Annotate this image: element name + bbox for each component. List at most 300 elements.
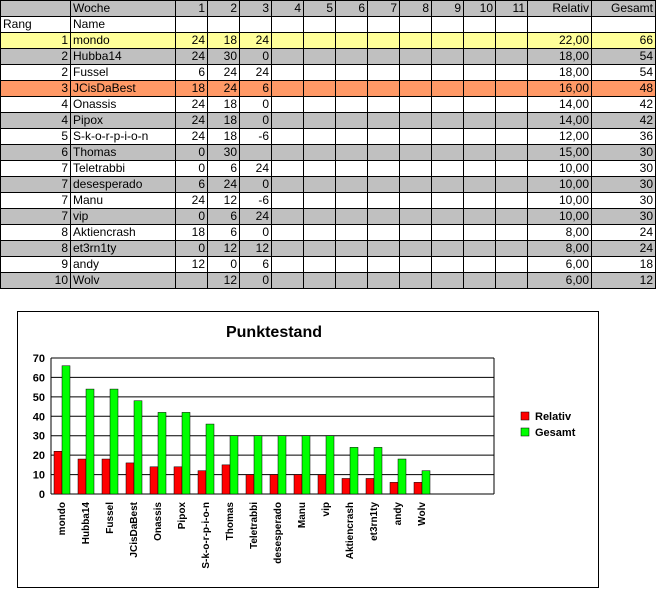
relativ-cell[interactable]: 12,00 — [528, 129, 592, 145]
column-header[interactable]: 4 — [272, 1, 304, 17]
week-cell[interactable] — [272, 241, 304, 257]
name-cell[interactable]: Onassis — [71, 97, 176, 113]
week-cell[interactable] — [272, 273, 304, 289]
week-cell[interactable] — [464, 49, 496, 65]
week-cell[interactable]: 0 — [240, 273, 272, 289]
name-cell[interactable]: Teletrabbi — [71, 161, 176, 177]
week-cell[interactable] — [304, 241, 336, 257]
table-row — [1, 193, 656, 209]
relativ-cell[interactable]: 10,00 — [528, 161, 592, 177]
name-cell[interactable]: vip — [71, 209, 176, 225]
week-cell[interactable]: 18 — [176, 81, 208, 97]
category-label: vip — [321, 502, 332, 517]
week-cell[interactable] — [304, 65, 336, 81]
week-cell[interactable] — [336, 193, 368, 209]
legend-swatch-relativ — [521, 412, 529, 420]
rank-cell[interactable]: 6 — [1, 145, 71, 161]
week-cell[interactable] — [464, 113, 496, 129]
week-cell[interactable] — [496, 225, 528, 241]
bar-gesamt — [398, 459, 406, 494]
rank-cell[interactable]: 4 — [1, 113, 71, 129]
week-cell[interactable] — [272, 33, 304, 49]
name-cell[interactable]: JCisDaBest — [71, 81, 176, 97]
week-cell[interactable]: 18 — [208, 33, 240, 49]
week-cell[interactable]: 24 — [240, 65, 272, 81]
week-cell[interactable]: 12 — [208, 193, 240, 209]
bar-gesamt — [254, 436, 262, 494]
week-cell[interactable] — [496, 113, 528, 129]
week-cell[interactable] — [272, 193, 304, 209]
week-cell[interactable] — [336, 241, 368, 257]
week-cell[interactable] — [464, 193, 496, 209]
week-cell[interactable] — [368, 241, 400, 257]
rank-cell[interactable]: 4 — [1, 97, 71, 113]
gesamt-cell[interactable]: 66 — [592, 33, 656, 49]
week-cell[interactable] — [400, 161, 432, 177]
column-header[interactable]: 11 — [496, 1, 528, 17]
empty-cell[interactable] — [208, 17, 240, 33]
column-header[interactable]: 8 — [400, 1, 432, 17]
week-cell[interactable] — [304, 257, 336, 273]
week-cell[interactable]: 12 — [208, 273, 240, 289]
category-label: Manu — [297, 502, 308, 529]
relativ-cell[interactable]: 10,00 — [528, 209, 592, 225]
relativ-cell[interactable]: 14,00 — [528, 113, 592, 129]
rank-cell[interactable]: 2 — [1, 65, 71, 81]
week-cell[interactable] — [368, 177, 400, 193]
gesamt-cell[interactable]: 24 — [592, 225, 656, 241]
empty-cell[interactable] — [272, 17, 304, 33]
week-cell[interactable] — [464, 81, 496, 97]
week-cell[interactable] — [464, 241, 496, 257]
week-cell[interactable]: 0 — [240, 49, 272, 65]
relativ-cell[interactable]: 18,00 — [528, 49, 592, 65]
empty-cell[interactable] — [304, 17, 336, 33]
gesamt-cell[interactable]: 30 — [592, 145, 656, 161]
week-cell[interactable]: 24 — [176, 49, 208, 65]
name-cell[interactable]: Hubba14 — [71, 49, 176, 65]
name-cell[interactable]: et3rn1ty — [71, 241, 176, 257]
week-cell[interactable] — [336, 97, 368, 113]
rank-cell[interactable]: 8 — [1, 241, 71, 257]
week-cell[interactable]: 24 — [240, 161, 272, 177]
week-cell[interactable] — [496, 65, 528, 81]
week-cell[interactable]: 30 — [208, 49, 240, 65]
week-cell[interactable] — [432, 33, 464, 49]
empty-cell[interactable] — [496, 17, 528, 33]
week-cell[interactable]: 6 — [208, 209, 240, 225]
week-cell[interactable] — [336, 161, 368, 177]
week-cell[interactable] — [368, 145, 400, 161]
week-cell[interactable] — [464, 257, 496, 273]
week-cell[interactable]: 6 — [176, 177, 208, 193]
week-cell[interactable] — [336, 65, 368, 81]
week-cell[interactable] — [496, 209, 528, 225]
week-cell[interactable] — [304, 145, 336, 161]
bar-relativ — [246, 475, 254, 494]
week-cell[interactable] — [432, 81, 464, 97]
week-cell[interactable]: 12 — [208, 241, 240, 257]
rang-header[interactable]: Rang — [1, 17, 71, 33]
name-cell[interactable]: desesperado — [71, 177, 176, 193]
week-cell[interactable] — [464, 65, 496, 81]
week-cell[interactable] — [368, 81, 400, 97]
relativ-cell[interactable]: 14,00 — [528, 97, 592, 113]
week-cell[interactable]: 6 — [208, 161, 240, 177]
name-cell[interactable]: mondo — [71, 33, 176, 49]
legend-label: Relativ — [535, 411, 572, 423]
empty-cell[interactable] — [336, 17, 368, 33]
week-cell[interactable]: -6 — [240, 129, 272, 145]
week-cell[interactable] — [496, 193, 528, 209]
rank-cell[interactable]: 7 — [1, 193, 71, 209]
week-cell[interactable] — [496, 129, 528, 145]
column-header[interactable]: 7 — [368, 1, 400, 17]
week-cell[interactable] — [400, 145, 432, 161]
week-cell[interactable] — [496, 161, 528, 177]
week-cell[interactable] — [336, 209, 368, 225]
week-cell[interactable] — [400, 97, 432, 113]
week-cell[interactable] — [272, 97, 304, 113]
week-cell[interactable] — [368, 33, 400, 49]
week-cell[interactable] — [304, 225, 336, 241]
name-cell[interactable]: Wolv — [71, 273, 176, 289]
column-header[interactable]: 10 — [464, 1, 496, 17]
name-cell[interactable]: Thomas — [71, 145, 176, 161]
week-cell[interactable] — [400, 113, 432, 129]
relativ-cell[interactable]: 15,00 — [528, 145, 592, 161]
week-cell[interactable] — [432, 97, 464, 113]
rank-cell[interactable]: 2 — [1, 49, 71, 65]
week-cell[interactable]: 24 — [176, 97, 208, 113]
week-cell[interactable] — [464, 145, 496, 161]
week-cell[interactable]: 24 — [240, 33, 272, 49]
gesamt-cell[interactable]: 30 — [592, 193, 656, 209]
week-cell[interactable] — [304, 129, 336, 145]
week-cell[interactable] — [336, 49, 368, 65]
rank-cell[interactable]: 9 — [1, 257, 71, 273]
week-cell[interactable] — [368, 113, 400, 129]
week-cell[interactable] — [432, 193, 464, 209]
gesamt-cell[interactable]: 54 — [592, 49, 656, 65]
week-cell[interactable] — [464, 177, 496, 193]
bar-gesamt — [350, 447, 358, 494]
bar-relativ — [414, 482, 422, 494]
week-cell[interactable] — [464, 225, 496, 241]
week-cell[interactable] — [400, 33, 432, 49]
week-cell[interactable] — [432, 65, 464, 81]
week-cell[interactable] — [400, 193, 432, 209]
week-cell[interactable] — [336, 81, 368, 97]
week-cell[interactable] — [368, 225, 400, 241]
relativ-cell[interactable]: 18,00 — [528, 65, 592, 81]
gesamt-cell[interactable]: 54 — [592, 65, 656, 81]
gesamt-cell[interactable]: 48 — [592, 81, 656, 97]
week-cell[interactable] — [272, 81, 304, 97]
week-cell[interactable]: 12 — [240, 241, 272, 257]
week-cell[interactable] — [336, 129, 368, 145]
week-cell[interactable] — [272, 49, 304, 65]
week-cell[interactable]: 18 — [208, 129, 240, 145]
empty-cell[interactable] — [400, 17, 432, 33]
week-cell[interactable] — [272, 129, 304, 145]
week-cell[interactable]: 0 — [176, 145, 208, 161]
empty-cell[interactable] — [368, 17, 400, 33]
week-cell[interactable] — [176, 273, 208, 289]
week-cell[interactable] — [304, 193, 336, 209]
rank-cell[interactable]: 10 — [1, 273, 71, 289]
week-cell[interactable]: 18 — [208, 113, 240, 129]
week-cell[interactable] — [400, 273, 432, 289]
week-cell[interactable] — [336, 177, 368, 193]
category-label: Aktiencrash — [345, 502, 356, 560]
category-label: andy — [393, 502, 404, 526]
week-cell[interactable]: 12 — [176, 257, 208, 273]
week-cell[interactable]: 24 — [176, 193, 208, 209]
week-cell[interactable] — [496, 145, 528, 161]
column-header[interactable]: 1 — [176, 1, 208, 17]
week-cell[interactable] — [336, 225, 368, 241]
rank-cell[interactable]: 7 — [1, 209, 71, 225]
week-cell[interactable] — [304, 209, 336, 225]
week-cell[interactable] — [400, 81, 432, 97]
category-label: mondo — [57, 502, 68, 536]
week-cell[interactable] — [272, 177, 304, 193]
week-cell[interactable]: 18 — [176, 225, 208, 241]
week-cell[interactable] — [464, 161, 496, 177]
name-cell[interactable]: Manu — [71, 193, 176, 209]
empty-cell[interactable] — [240, 17, 272, 33]
week-cell[interactable] — [464, 129, 496, 145]
column-header[interactable]: Woche — [71, 1, 176, 17]
week-cell[interactable] — [304, 97, 336, 113]
week-cell[interactable] — [368, 193, 400, 209]
week-cell[interactable] — [336, 113, 368, 129]
week-cell[interactable] — [336, 273, 368, 289]
week-cell[interactable] — [368, 129, 400, 145]
week-cell[interactable] — [432, 129, 464, 145]
week-cell[interactable] — [400, 209, 432, 225]
rank-cell[interactable]: 3 — [1, 81, 71, 97]
column-header[interactable]: 3 — [240, 1, 272, 17]
header-row — [1, 1, 656, 17]
gesamt-cell[interactable]: 30 — [592, 161, 656, 177]
week-cell[interactable] — [432, 49, 464, 65]
week-cell[interactable]: 24 — [208, 81, 240, 97]
week-cell[interactable] — [432, 225, 464, 241]
week-cell[interactable] — [464, 273, 496, 289]
week-cell[interactable] — [400, 257, 432, 273]
week-cell[interactable] — [432, 209, 464, 225]
week-cell[interactable] — [336, 33, 368, 49]
week-cell[interactable] — [496, 273, 528, 289]
bar-gesamt — [62, 366, 70, 494]
relativ-cell[interactable]: 10,00 — [528, 193, 592, 209]
relativ-cell[interactable]: 8,00 — [528, 241, 592, 257]
week-cell[interactable] — [432, 241, 464, 257]
week-cell[interactable]: 0 — [176, 241, 208, 257]
week-cell[interactable]: 24 — [208, 65, 240, 81]
week-cell[interactable] — [400, 65, 432, 81]
category-label: Teletrabbi — [249, 502, 260, 550]
week-cell[interactable] — [336, 145, 368, 161]
week-cell[interactable] — [464, 209, 496, 225]
week-cell[interactable]: 0 — [176, 161, 208, 177]
bar-gesamt — [278, 436, 286, 494]
week-cell[interactable] — [368, 65, 400, 81]
week-cell[interactable]: 0 — [176, 209, 208, 225]
table-row — [1, 257, 656, 273]
relativ-cell[interactable]: 8,00 — [528, 225, 592, 241]
table-row — [1, 81, 656, 97]
bar-relativ — [222, 465, 230, 494]
column-header[interactable]: 9 — [432, 1, 464, 17]
gesamt-cell[interactable]: 12 — [592, 273, 656, 289]
week-cell[interactable]: -6 — [240, 193, 272, 209]
week-cell[interactable]: 6 — [240, 257, 272, 273]
week-cell[interactable] — [400, 225, 432, 241]
week-cell[interactable] — [496, 33, 528, 49]
gesamt-cell[interactable]: 30 — [592, 177, 656, 193]
week-cell[interactable]: 0 — [208, 257, 240, 273]
gesamt-cell[interactable]: 42 — [592, 113, 656, 129]
week-cell[interactable]: 24 — [176, 113, 208, 129]
gesamt-cell[interactable]: 18 — [592, 257, 656, 273]
week-cell[interactable] — [432, 145, 464, 161]
name-cell[interactable]: Aktiencrash — [71, 225, 176, 241]
week-cell[interactable] — [368, 257, 400, 273]
table-row — [1, 129, 656, 145]
week-cell[interactable] — [304, 273, 336, 289]
week-cell[interactable] — [336, 257, 368, 273]
week-cell[interactable] — [240, 145, 272, 161]
week-cell[interactable] — [464, 33, 496, 49]
bar-relativ — [294, 475, 302, 494]
name-cell[interactable]: Pipox — [71, 113, 176, 129]
rank-cell[interactable]: 7 — [1, 177, 71, 193]
week-cell[interactable] — [272, 257, 304, 273]
week-cell[interactable] — [432, 273, 464, 289]
week-cell[interactable] — [272, 65, 304, 81]
relativ-cell[interactable]: 16,00 — [528, 81, 592, 97]
column-header[interactable]: 5 — [304, 1, 336, 17]
week-cell[interactable] — [304, 113, 336, 129]
table-row — [1, 113, 656, 129]
week-cell[interactable]: 6 — [176, 65, 208, 81]
subheader-row — [1, 17, 656, 33]
week-cell[interactable]: 0 — [240, 97, 272, 113]
week-cell[interactable] — [368, 161, 400, 177]
week-cell[interactable] — [432, 257, 464, 273]
week-cell[interactable] — [304, 161, 336, 177]
column-header[interactable]: Gesamt — [592, 1, 656, 17]
week-cell[interactable]: 24 — [176, 129, 208, 145]
name-header[interactable]: Name — [71, 17, 176, 33]
week-cell[interactable]: 0 — [240, 113, 272, 129]
column-header[interactable]: 6 — [336, 1, 368, 17]
week-cell[interactable] — [272, 209, 304, 225]
week-cell[interactable] — [304, 49, 336, 65]
week-cell[interactable] — [368, 209, 400, 225]
column-header[interactable]: 2 — [208, 1, 240, 17]
y-tick-label: 0 — [38, 489, 45, 501]
week-cell[interactable] — [496, 257, 528, 273]
relativ-cell[interactable]: 10,00 — [528, 177, 592, 193]
week-cell[interactable] — [432, 161, 464, 177]
week-cell[interactable] — [400, 129, 432, 145]
week-cell[interactable] — [432, 177, 464, 193]
standings-sheet — [0, 0, 656, 289]
week-cell[interactable] — [400, 177, 432, 193]
empty-cell[interactable] — [528, 17, 592, 33]
empty-cell[interactable] — [432, 17, 464, 33]
week-cell[interactable]: 6 — [208, 225, 240, 241]
empty-cell[interactable] — [176, 17, 208, 33]
bar-gesamt — [158, 412, 166, 494]
week-cell[interactable]: 0 — [240, 225, 272, 241]
week-cell[interactable] — [496, 241, 528, 257]
week-cell[interactable] — [272, 225, 304, 241]
week-cell[interactable] — [368, 273, 400, 289]
bar-gesamt — [422, 471, 430, 494]
rank-cell[interactable]: 7 — [1, 161, 71, 177]
week-cell[interactable] — [272, 161, 304, 177]
week-cell[interactable] — [496, 49, 528, 65]
relativ-cell[interactable]: 22,00 — [528, 33, 592, 49]
gesamt-cell[interactable]: 24 — [592, 241, 656, 257]
name-cell[interactable]: Fussel — [71, 65, 176, 81]
name-cell[interactable]: S-k-o-r-p-i-o-n — [71, 129, 176, 145]
column-header[interactable]: Relativ — [528, 1, 592, 17]
week-cell[interactable] — [304, 81, 336, 97]
rank-cell[interactable]: 5 — [1, 129, 71, 145]
week-cell[interactable]: 24 — [208, 177, 240, 193]
week-cell[interactable] — [304, 177, 336, 193]
week-cell[interactable] — [400, 241, 432, 257]
week-cell[interactable]: 30 — [208, 145, 240, 161]
week-cell[interactable] — [368, 97, 400, 113]
relativ-cell[interactable]: 6,00 — [528, 273, 592, 289]
week-cell[interactable]: 24 — [176, 33, 208, 49]
week-cell[interactable]: 24 — [240, 209, 272, 225]
week-cell[interactable] — [304, 33, 336, 49]
gesamt-cell[interactable]: 30 — [592, 209, 656, 225]
name-cell[interactable]: andy — [71, 257, 176, 273]
column-header[interactable] — [1, 1, 71, 17]
week-cell[interactable]: 6 — [240, 81, 272, 97]
week-cell[interactable] — [368, 49, 400, 65]
empty-cell[interactable] — [464, 17, 496, 33]
rank-cell[interactable]: 8 — [1, 225, 71, 241]
week-cell[interactable]: 18 — [208, 97, 240, 113]
week-cell[interactable] — [496, 177, 528, 193]
gesamt-cell[interactable]: 36 — [592, 129, 656, 145]
empty-cell[interactable] — [592, 17, 656, 33]
week-cell[interactable] — [272, 145, 304, 161]
week-cell[interactable] — [432, 113, 464, 129]
week-cell[interactable] — [464, 97, 496, 113]
table-row — [1, 241, 656, 257]
week-cell[interactable] — [496, 97, 528, 113]
week-cell[interactable]: 0 — [240, 177, 272, 193]
week-cell[interactable] — [496, 81, 528, 97]
rank-cell[interactable]: 1 — [1, 33, 71, 49]
chart-panel — [17, 311, 599, 588]
week-cell[interactable] — [272, 113, 304, 129]
week-cell[interactable] — [400, 49, 432, 65]
relativ-cell[interactable]: 6,00 — [528, 257, 592, 273]
gesamt-cell[interactable]: 42 — [592, 97, 656, 113]
